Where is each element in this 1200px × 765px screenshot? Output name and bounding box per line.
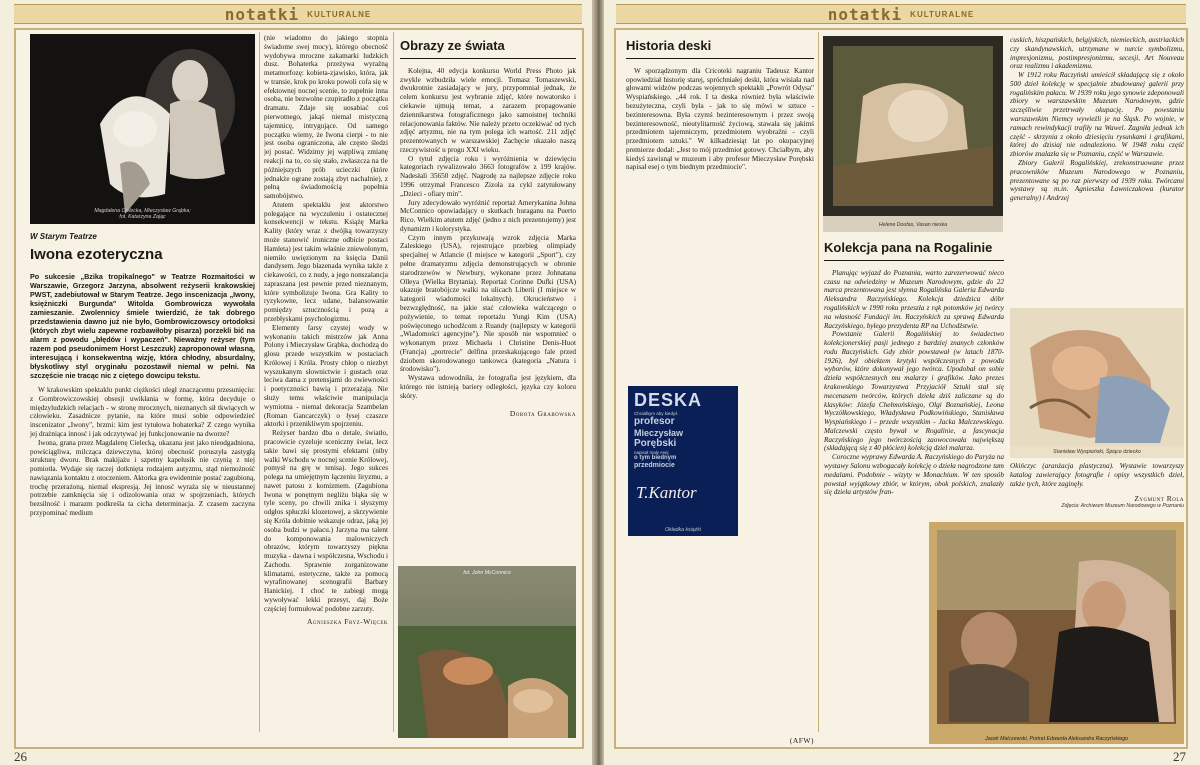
article-paragraph: Atutem spektaklu jest aktorstwo polegające na wyczuleniu i ostatecznej konsekwencji w tekstu. Książę Marka Kality (który wraz z dwójką towarzyszy może stanowić ironiczne odbicie postaci Hamleta) jest takim właśnie zniewolonym, niemiło uwięzionym na księcia Danii dandysem. Jego błazenada wynika także z ciekawości, co z nudy, a jego nonszalancja zapraszana jest pewnie przed nieznanym, które symbolizuje Iwona. Gra Kality to ryzykowne, lecz udane, balansowanie pomiędzy sztucznością i pozą a przebłyskami psychologizmu. (264, 200, 388, 323)
title-underline (824, 260, 1004, 261)
article-paragraph: Elementy farsy czystej wody w wykonaniu takich mistrzów jak Anna Polony i Mieczysław Grąbka, dochodzą do głosu przede wszystkim w postaciach Królowej i Króla. Prosty chłop o niezbyt wyszukanym słownictwie i gustach oraz leciwa dama z pretensjami do zwiewności i poetyczności bawią i przerażają. Nie służy temu właściwie manipulacja wymiotna - niemal dekoracja Szambelan (Roman Gancarczyk) o łysej czaszce aktorki i przenikliwym spojrzeniu. (264, 323, 388, 429)
article-paragraph: O tytuł zdjęcia roku i wyróżnienia w dziewięciu kategoriach rywalizowało 3663 fotografów z 199 krajów. Nadesłali 35650 zdjęć. Nagrodę za najlepsze zdjęcie roku 1996 otrzymał Francesco Zizola za cykl zatytułowany „Dzieci - ofiary min". (400, 154, 576, 198)
left-page (0, 0, 592, 765)
article-paragraph: Kolejna, 40 edycja konkursu World Press Photo jak zwykle wzbudziła wiele emocji. Tomasz Tomaszewski, dwukrotnie zasiadający w jury, przypomniał jednak, że celem konkursu jest wybranie zdjęć, które nowatorsko i ciekawie ujmują temat, a zarazem propagowanie dziennikarstwa fotograficznego jako samoistnej techniki relacjonowania faktów. Nie należy przeto oczekiwać od tych zdjęć artyzmu, nie na tym polega ich wartość. 211 zdjęć prezentowanych w warszawskiej Zachęcie ukazało naszą rzeczywistość u progu XXI wieku. (400, 66, 576, 154)
right-column-3-bottom (1010, 462, 1184, 522)
page-number-right: 27 (1173, 749, 1186, 764)
painting-caption: Helene Doufas, Vasan nieska (878, 221, 948, 228)
article-paragraph: Powstanie Galerii Rogalińskiej to świadectwo kolekcjonerskiej pasji jednego z bardziej znanych członków rodu Raczyńskich. Gdy zbiór powstawał (w latach 1870-1926), był obiektem krytyki współczesnych z powodu wyborów, które dokonywał jego twórca. Upodobał on sobie dzieła współczesnych mu malarzy i grafików. Jako prezes krakowskiego Towarzystwa Przyjaciół Sztuki stał się mecenasem twórców, których dzieła dziś zaliczane są do klasyków: Józefa Chełmońskiego, Olgi Boznańskiej, Leona Wyczółkowskiego, Władysława Podkowińskiego, Stanisława Wyspiańskiego i - przede wszystkim - Jacka Malczewskiego. Malczewski często bywał w Rogalinie, a fascynacja Raczyńskiego jego twórczością zaowocowała największą (składającą się z 40 płócien) kolekcją dzieł malarza. (824, 330, 1004, 453)
book-author: T.Kantor (636, 483, 697, 502)
wyspianski-painting (1010, 308, 1184, 458)
article-lead: Po sukcesie „Bzika tropikalnego" w Teatrze Rozmaitości w Warszawie, Grzegorz Jarzyna, absolwent reżyserii krakowskiej PWST, zadebiutował w Starym Teatrze. Jego inscenizacja „Iwony, księżniczki Burgunda" Witolda Gombrowicza wywołała zamieszanie. Zwolennicy śmiele twierdzić, że tak dobrego przedstawienia dawno już nie było, Gombrowiczowscy ortodoksi (których zbyt wielu zapewne rozbawiłoby pisarza) porzekli bić na alarm z powodu „błędów i wypaczeń". Nieważny reżyser (tym razem pod pseudonimem Horst Leszczuk) zaproponował własną, interesującą i konsekwentną wizję, która chłodny, absurdalny, błyskotliwy styl oryginału pozostawił niemal w pełni. Na szczęście nie tracąc nic z ciętego dowcipu tekstu. (30, 272, 255, 381)
hurricane-photo-image (398, 566, 576, 738)
article-paragraph: Czym innym przykuwają wzrok zdjęcia Marka Zaleskiego (USA), rejestrujące przebieg olimpiady specjalnej w Atlancie (I miejsce w kategorii „Sport"), czy pełne dramatyzmu zdjęcia demonstrujących w obronie starodrzewów w Newbury, wykonane przez Johnatana Olleya (Wielka Brytania). Reportaż Corinne Dufki (USA) ukazuje bratobójcze walki na ulicach Liberii (I miejsce w kategorii wiadomości lokalnych). Okrucieństwo i bezwzględność, na jakie stać człowieka walczącego o pożywienie, to temat reportażu Yungi Kim (USA) poświęconego uchodźcom z Ruandy (najlepszy w kategorii „Wiadomości agencyjne"). Nie sposób nie wspomnieć o wykonanym przez Michaela i Christine Denis-Huot (Francja) „portrecie" delfina przeskakującego fale przed dziobem skorodowanego tankowca (kategoria „Natura i środowisko"). (400, 233, 576, 374)
painting-image (1010, 308, 1184, 446)
article-paragraph: Planując wyjazd do Poznania, warto zarezerwować nieco czasu na odwiedziny w Muzeum Narodowym, gdzie do 22 marca prezentowana jest słynna Rogalińska Galeria Edwarda Aleksandra Raczyńskiego. Kolekcja dziedzica dóbr rogalińskich w 1990 roku przeszła z rąk potomków jej twórcy na własność Fundacji im. Raczyńskich za sprawą Edwarda Raczyńskiego, byłego prezydenta RP na Uchodźstwie. (824, 268, 1004, 330)
book-cover (628, 386, 738, 536)
painting-image (929, 522, 1184, 732)
theatre-photo (30, 34, 255, 224)
book-subtitle-line: Mieczysław (634, 427, 684, 438)
right-column-3 (1010, 36, 1184, 304)
header-title: notatki (224, 4, 300, 24)
right-page (604, 0, 1200, 765)
right-column-1-bottom (626, 540, 814, 745)
article-paragraph: W 1912 roku Raczyński umieścił składającą się z około 500 dzieł kolekcję w specjalnie zbudowanej galerii przy rogalińskim pałacu. W 1939 roku jego synowie zdeponowali zbiory w warszawskim Muzeum Narodowym, gdzie szczęśliwie przetrwały okupację. Po powstaniu warszawskim Niemcy wywieźli je na Śląsk. Po wojnie, w ramach rewindykacji trafiły na Wawel. Zagniła jednak ich część - skrzynia z około dziesięciu rysunkami i grafikami, której do dzisiaj nie odnaleziono. W 1948 roku część zbiorów znalazła się w Poznaniu, część w Warszawie. (1010, 71, 1184, 159)
book-subtitle-line: profesor (634, 416, 675, 428)
title-underline (400, 58, 576, 59)
header-subtitle: KULTURALNE (307, 9, 372, 19)
malczewski-painting (929, 522, 1184, 744)
article-paragraph: W krakowskim spektaklu punkt ciężkości uległ znaczącemu przesunięciu: z Gombrowiczowskiej obsesji uwikłania w formę, która decyduje o międzyludzkich relacjach - w stronę mrocznych, nieznanych sił tkwiących w człowieku. Zasadnicze pytanie, na które musi sobie odpowiedzieć inscenizator „Iwony", brzmi: kim jest tytułowa bohaterka? Z czego wynika jej drażniąca innosć i jak odczytywać jej funkcjonowanie na dworze? (30, 386, 255, 438)
archive-caption: Zdjęcia: Archiwum Muzeum Narodowego w Poznaniu (1061, 503, 1184, 510)
right-column-1-wrap (742, 386, 814, 536)
header-subtitle: KULTURALNE (910, 9, 975, 19)
painting-caption: Stanisław Wyspiański, Śpiące dziecko (1053, 448, 1141, 455)
section-title: Historia deski (626, 38, 712, 53)
photo-caption-line-1: Magdalena Cielecka, Mieczysław Grąbka; (94, 207, 191, 214)
author-signature: Dorota Grabowska (509, 408, 576, 418)
page-header-left (14, 4, 582, 24)
book-cover-caption: Okładka książki (664, 526, 702, 533)
photo-credit: fot. John McConnico (463, 570, 511, 576)
column-rule (818, 32, 819, 732)
author-signature: (AFW) (789, 735, 814, 745)
header-title: notatki (827, 4, 903, 24)
book-subtitle-line: przedmiocie (634, 461, 675, 469)
left-column-1 (30, 232, 255, 737)
column-rule (393, 32, 394, 732)
photo-caption-line-2: fot. Katarzyna Zając (119, 213, 166, 220)
book-subtitle-line: napisał mały esej (634, 449, 669, 455)
theatre-photo-image (30, 34, 255, 224)
page-number-left: 26 (14, 749, 27, 764)
page-header-right (616, 4, 1186, 24)
column-rule (259, 32, 260, 732)
hurricane-photo (398, 566, 576, 738)
book-subtitle-line: Porębski (634, 438, 677, 450)
article-title: Iwona ezoteryczna (30, 245, 163, 263)
article-paragraph: Jury zdecydowało wyróżnić reportaż Amerykanina Johna McConnico opowiadający o skutkach huraganu na Puerto Rico. Wielkim atutem zdjęć (jedno z nich prezentujemy) jest dynamizm i kolorystyka. (400, 198, 576, 233)
book-subtitle-line: Chciałbym aby kiedyś (634, 411, 678, 416)
article-paragraph: Zbiory Galerii Rogalińskiej, zrekonstruowane przez pracowników Muzeum Narodowego w Poznaniu, prezentowane są po raz pierwszy od 1939 roku. Twórcami wystawy są m.in. Agnieszka Ławniczakowa (kurator generalny) i Andrzej (1010, 158, 1184, 203)
article-paragraph: Wystawa udowodniła, że fotografia jest językiem, dla którego nie istnieją bariery odległości, języka czy koloru skóry. (400, 374, 576, 400)
article-paragraph: Reżyser bardzo dba o detale, światło, pracowicie cyzeluje sceniczny świat, lecz takie bawi się prostymi efektami (niby walki Wschodu w nocnej scenie Królowej, pomysł na grę w tenisa). Jego sukces polega na umiejętnym łączeniu liryzmu, a nawet patosu z komizmem. (Zagubiona Iwona w ponętnym negliżu błąka się w tyle sceny, po chwili znika i słyszymy odgłos spłuczki klozetowej, a skrzywienie się Króla dobitnie wskazuje odraz, jaką jej osoba budzi w pałacu.) Jarzyna ma talent do komponowania malowniczych obrazów, którym towarzyszy piękna muzyka - dawna i współczesna, Wschodu i Zachodu. Sprawnie zorganizowane klimatami, estetyczne, także za pomocą wyrafinowanej scenografii Barbary Hanickiej. I choć te zabiegi mogą wywoływać lekki przesyt, daj Boże częściej formułować podobne zarzuty. (264, 429, 388, 613)
spread-gutter (592, 0, 604, 765)
book-title: DESKA (634, 390, 703, 410)
article-paragraph: Iwona, grana przez Magdalenę Cielecką, ukazana jest jako nieodgadniona, powściągliwa, milcząca dziewczyna, której obecność poruszyła zastygłą strukturę dworu. Brak makijażu i szpetny kapelusik nie czynią z niej pomiotła. Wydaje się raczej dotknięta rodzajem autyzmu, stąd niemożność nawiązania kontaktu z otoczeniem. Aktorka gra ewidentnie postać zagubioną, trochę przerażoną, niemal ekspresją. Jej innosć wyraża się w nieustannej potrzebie zamknięcia się i odizolowania oraz w spojrzeniach, których bezsilność i marazm podkreśla ta cicha determinacja. Z czasem zaczyna przypominać medium (30, 438, 255, 517)
left-column-3 (400, 38, 576, 558)
section-title: Kolekcja pana na Rogalinie (824, 240, 993, 255)
article-paragraph: Okińczyc (aranżacja plastyczna). Wystawie towarzyszy katalog zawierający fotografie i opisy wszystkich dzieł, także tych, które zaginęły. (1010, 462, 1184, 488)
article-paragraph: cuskich, hiszpańskich, belgijskich, niemieckich, austriackich czy skandynawskich, utrzymane w nurcie symbolizmu, impresjonizmu, postimpresjonizmu, secesji, Art Nouveau oraz realizmu i akademizmu. (1010, 36, 1184, 71)
article-kicker: W Starym Teatrze (30, 232, 97, 241)
painting-caption: Jacek Malczewski, Portret Edwarda Aleksandra Raczyńskiego (985, 735, 1128, 742)
left-column-2 (264, 34, 388, 734)
title-underline (626, 58, 814, 59)
author-signature: Agnieszka Fryz-Więcek (307, 616, 388, 626)
article-paragraph: W sporządzonym dla Cricoteki nagraniu Tadeusz Kantor opowiedział historię starej, spróchniałej deski, która wisiała nad głowami widzów podczas wojennych spektakli „Powrót Odysa" Wyspiańskiego. „44 rok. I ta deska również była właściwie bezużyteczna, czyli była - jak to się mówi w sztuce - bezinteresowna. Była czymś bezinteresownym i przez swoją bezinteresowność, nieutylitarność życiową, stawała się jakimś przedmiotem tajemniczym, przedmiotem wyobraźni - czyli przedmiotem sztuki." W kilkadziesiąt lat po okupacyjnej premierze dodał: „Jest to mój przedmiot gotowy. Chciałbym, aby kiedyś zawisnął w muzeum i aby profesor Mieczysław Porębski napisał esej o tym biednym przedmiocie". (626, 66, 814, 172)
section-title: Obrazy ze świata (400, 38, 505, 53)
article-paragraph: (nie wiadomo do jakiego stopnia świadome swej mocy), którego obecność wydobywa mroczne zakamarki ludzkich dusz. Bohaterka przeżywa wyraźną metamorfozę: kobieta-zjawisko, która, jak w transie, krok po kroku powoli cofa się w efektownej nocnej scenie, to zupełnie inna osoba, nie bezwolne czupiradło z początku dramatu. Zdaje się uosabiać coś pierwotnego, jakąś niemal mistyczną tajemnicę, intrygujące. Od samego początku wiemy, że Iwona cierpi - to nie jest osoba ograniczona, ale często śledzi jej postać. Widzimy jej wątpliwą zmianę reakcji na to, co się stało, zwłaszcza na tle późniejszych prób ucieczki (które jednakże ograne zostają zbyt nachalnie), z pełną świadomością popełnia samobójstwo. (264, 34, 388, 201)
book-subtitle-line: o tym biednym (634, 454, 677, 461)
doufas-painting (823, 36, 1003, 232)
article-paragraph: Coroczne wyprawy Edwarda A. Raczyńskiego do Paryża na wystawy Salonu wzbogacały kolekcję o dzieła nagrodzone tam medalami. Podobnie - wizyty w Monachium. W ten sposób powstał wyjątkowy zbiór, w którym, obok polskich, znalazły się dzieła artystów fran- (824, 453, 1004, 497)
author-signature: Zygmunt Rola (1134, 494, 1184, 504)
painting-image (823, 36, 1003, 216)
